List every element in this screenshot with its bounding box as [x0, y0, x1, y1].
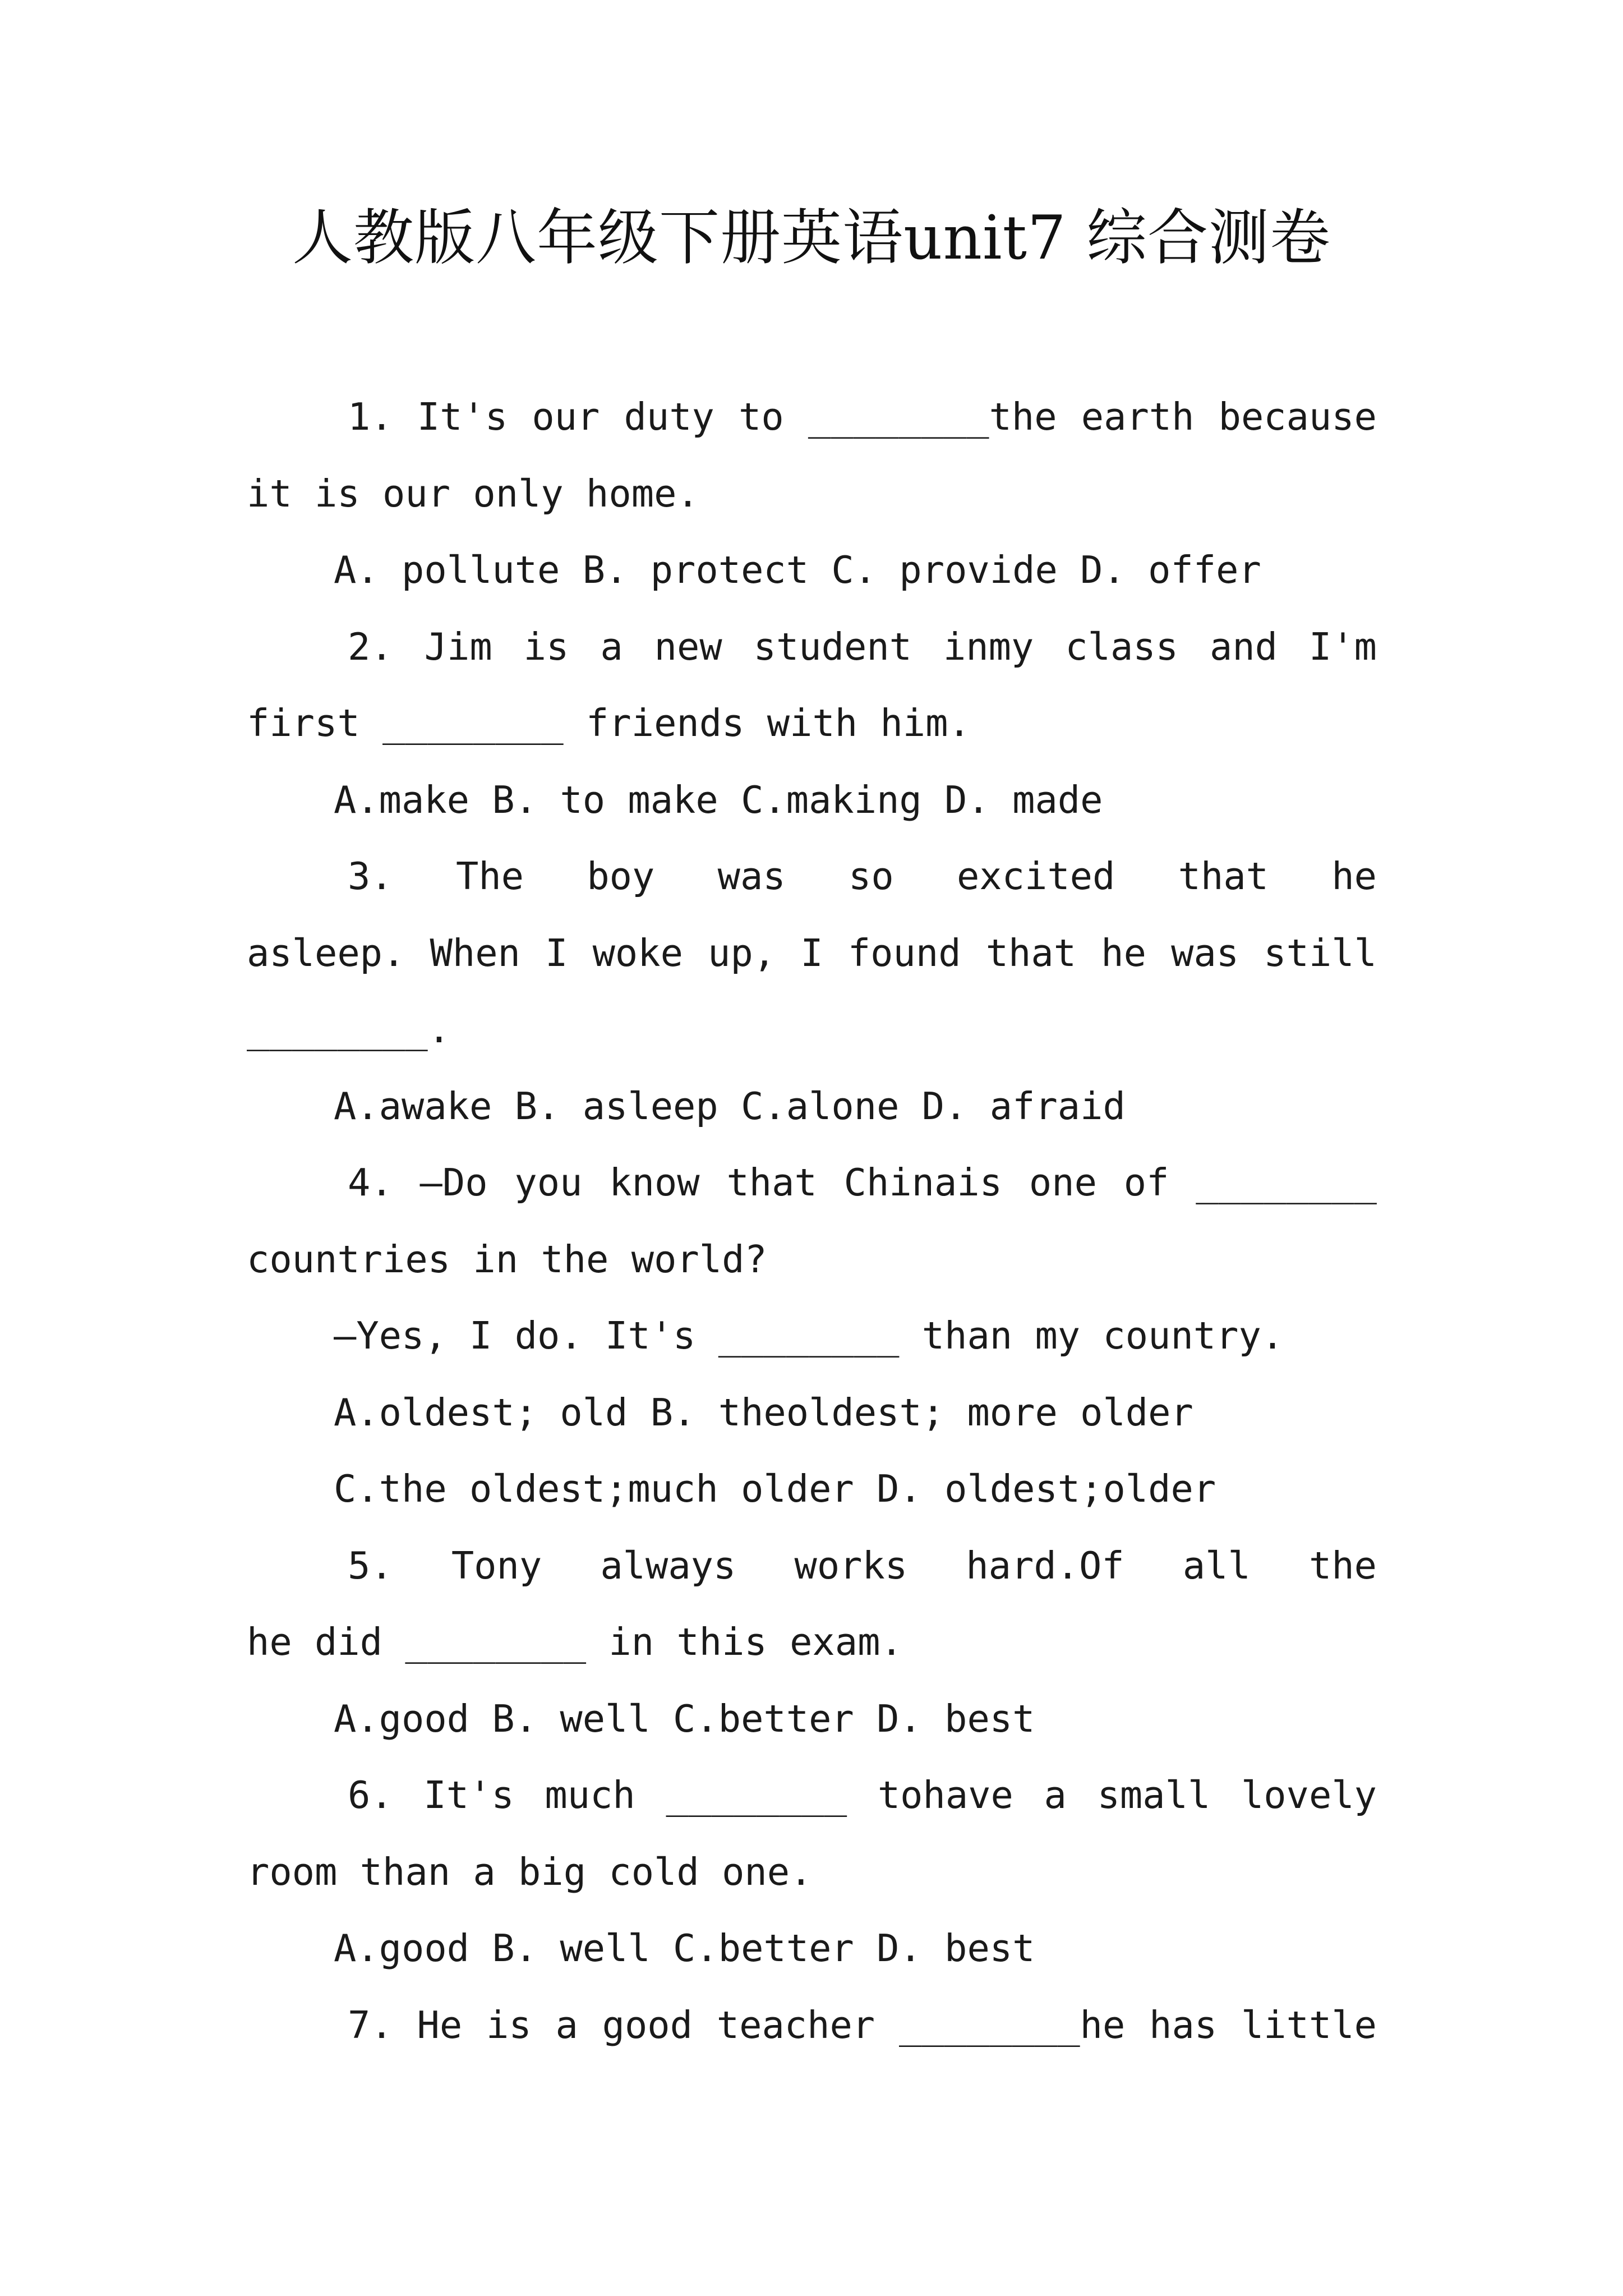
question-6-options: A.good B. well C.better D. best — [334, 1926, 1035, 1970]
question-5-line-1: 5. Tony always works hard.Of all the — [348, 1543, 1377, 1588]
question-2-line-2: first ________ friends with him. — [247, 701, 971, 745]
question-1-options: A. pollute B. protect C. provide D. offer — [334, 548, 1261, 592]
question-3-line-3: ________. — [247, 1007, 451, 1051]
question-4-line-1: 4. —Do you know that Chinais one of ________ — [348, 1161, 1377, 1204]
question-4-line-2: countries in the world? — [247, 1237, 767, 1281]
question-7-line-1: 7. He is a good teacher ________he has little — [348, 2003, 1377, 2047]
question-1-line-2: it is our only home. — [247, 471, 699, 516]
question-5-line-2: he did ________ in this exam. — [247, 1620, 903, 1664]
question-1-line-1: 1. It's our duty to ________the earth because — [348, 395, 1377, 439]
question-3-line-1: 3. The boy was so excited that he — [348, 854, 1377, 898]
document-title: 人教版八年级下册英语unit7 综合测卷 — [292, 203, 1331, 273]
question-2-options: A.make B. to make C.making D. made — [334, 777, 1103, 822]
document-body — [247, 379, 1377, 2063]
question-5-options: A.good B. well C.better D. best — [334, 1696, 1035, 1741]
question-4-options-2: C.the oldest;much older D. oldest;older — [334, 1467, 1216, 1511]
question-3-line-2: asleep. When I woke up, I found that he was still — [247, 931, 1377, 975]
question-4-line-3: —Yes, I do. It's ________ than my country. — [334, 1314, 1284, 1358]
question-3-options: A.awake B. asleep C.alone D. afraid — [334, 1084, 1126, 1128]
question-6-line-2: room than a big cold one. — [247, 1849, 813, 1894]
question-4-options-1: A.oldest; old B. theoldest; more older — [334, 1390, 1193, 1434]
question-6-line-1: 6. It's much ________ tohave a small lovely — [348, 1773, 1377, 1817]
question-2-line-1: 2. Jim is a new student inmy class and I'm — [348, 624, 1377, 669]
